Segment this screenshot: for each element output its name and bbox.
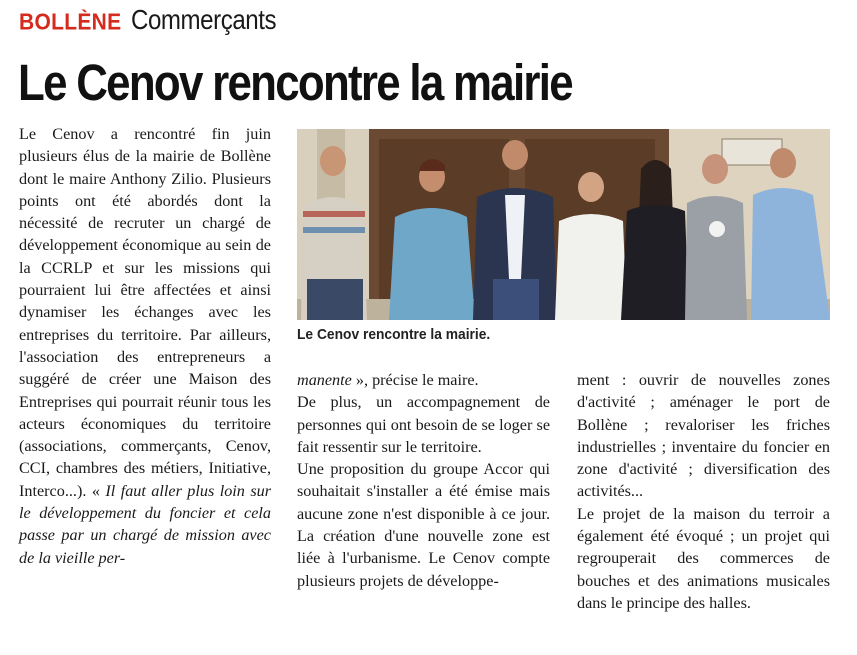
paragraph: ment : ouvrir de nouvelles zones d'activité ; aménager le port de Bollène ; revaloriser les friches industrielles ; inventaire du foncier en zone d'activité ; diversification des activités... (577, 371, 830, 501)
paragraph (297, 369, 550, 391)
rubric-header (19, 4, 300, 38)
paragraph (19, 123, 271, 569)
article-column-3 (577, 369, 830, 614)
town-label: BOLLÈNE (19, 9, 122, 36)
quote-attribution: », précise le maire. (351, 371, 479, 389)
article-column-1 (19, 123, 271, 569)
photo-caption: Le Cenov rencontre la mairie. (297, 326, 491, 343)
group-photo (297, 129, 830, 320)
paragraph: De plus, un accompagnement de personnes qui ont besoin de se loger se fait ressentir sur le territoire. (297, 393, 550, 456)
article-column-2 (297, 369, 550, 592)
paragraph: Le projet de la maison du terroir a également été évoqué ; un projet qui regrouperait des commerces de bouches et des animations musicales dans le principe des halles. (577, 504, 830, 612)
group-photo-image (297, 129, 830, 320)
rubric-label: Commerçants (131, 4, 277, 35)
paragraph: Une proposition du groupe Accor qui souhaitait s'installer a été émise mais aucune zone n'est disponible à ce jour. La création d'une nouvelle zone est liée à l'urbanisme. Le Cenov compte plusieurs projets de développe- (297, 460, 550, 590)
quote-text: Il faut aller plus loin sur le développement du foncier et cela passe par un chargé de mission avec de la vieille per- (19, 481, 272, 567)
quote-text-end: manente (297, 371, 352, 389)
paragraph-text: Le Cenov a rencontré fin juin plusieurs élus de la mairie de Bollène dont le maire Anthony Zilio. Plusieurs points ont été abordés dont la nécessité de recruter un chargé de développement économique au sein de la CCRLP et sur les missions qui pourraient lui être affectées et ainsi dynamiser les échanges avec les entreprises du territoire. Par ailleurs, l'association des entrepreneurs a suggéré de créer une Maison des Entreprises qui pourrait réunir tous les acteurs économiques du territoire (associations, commerçants, Cenov, CCI, chambres des métiers, Initiative, Interco...). (19, 125, 271, 500)
quote-open: « (91, 481, 106, 500)
article-headline: Le Cenov rencontre la mairie (18, 54, 572, 111)
